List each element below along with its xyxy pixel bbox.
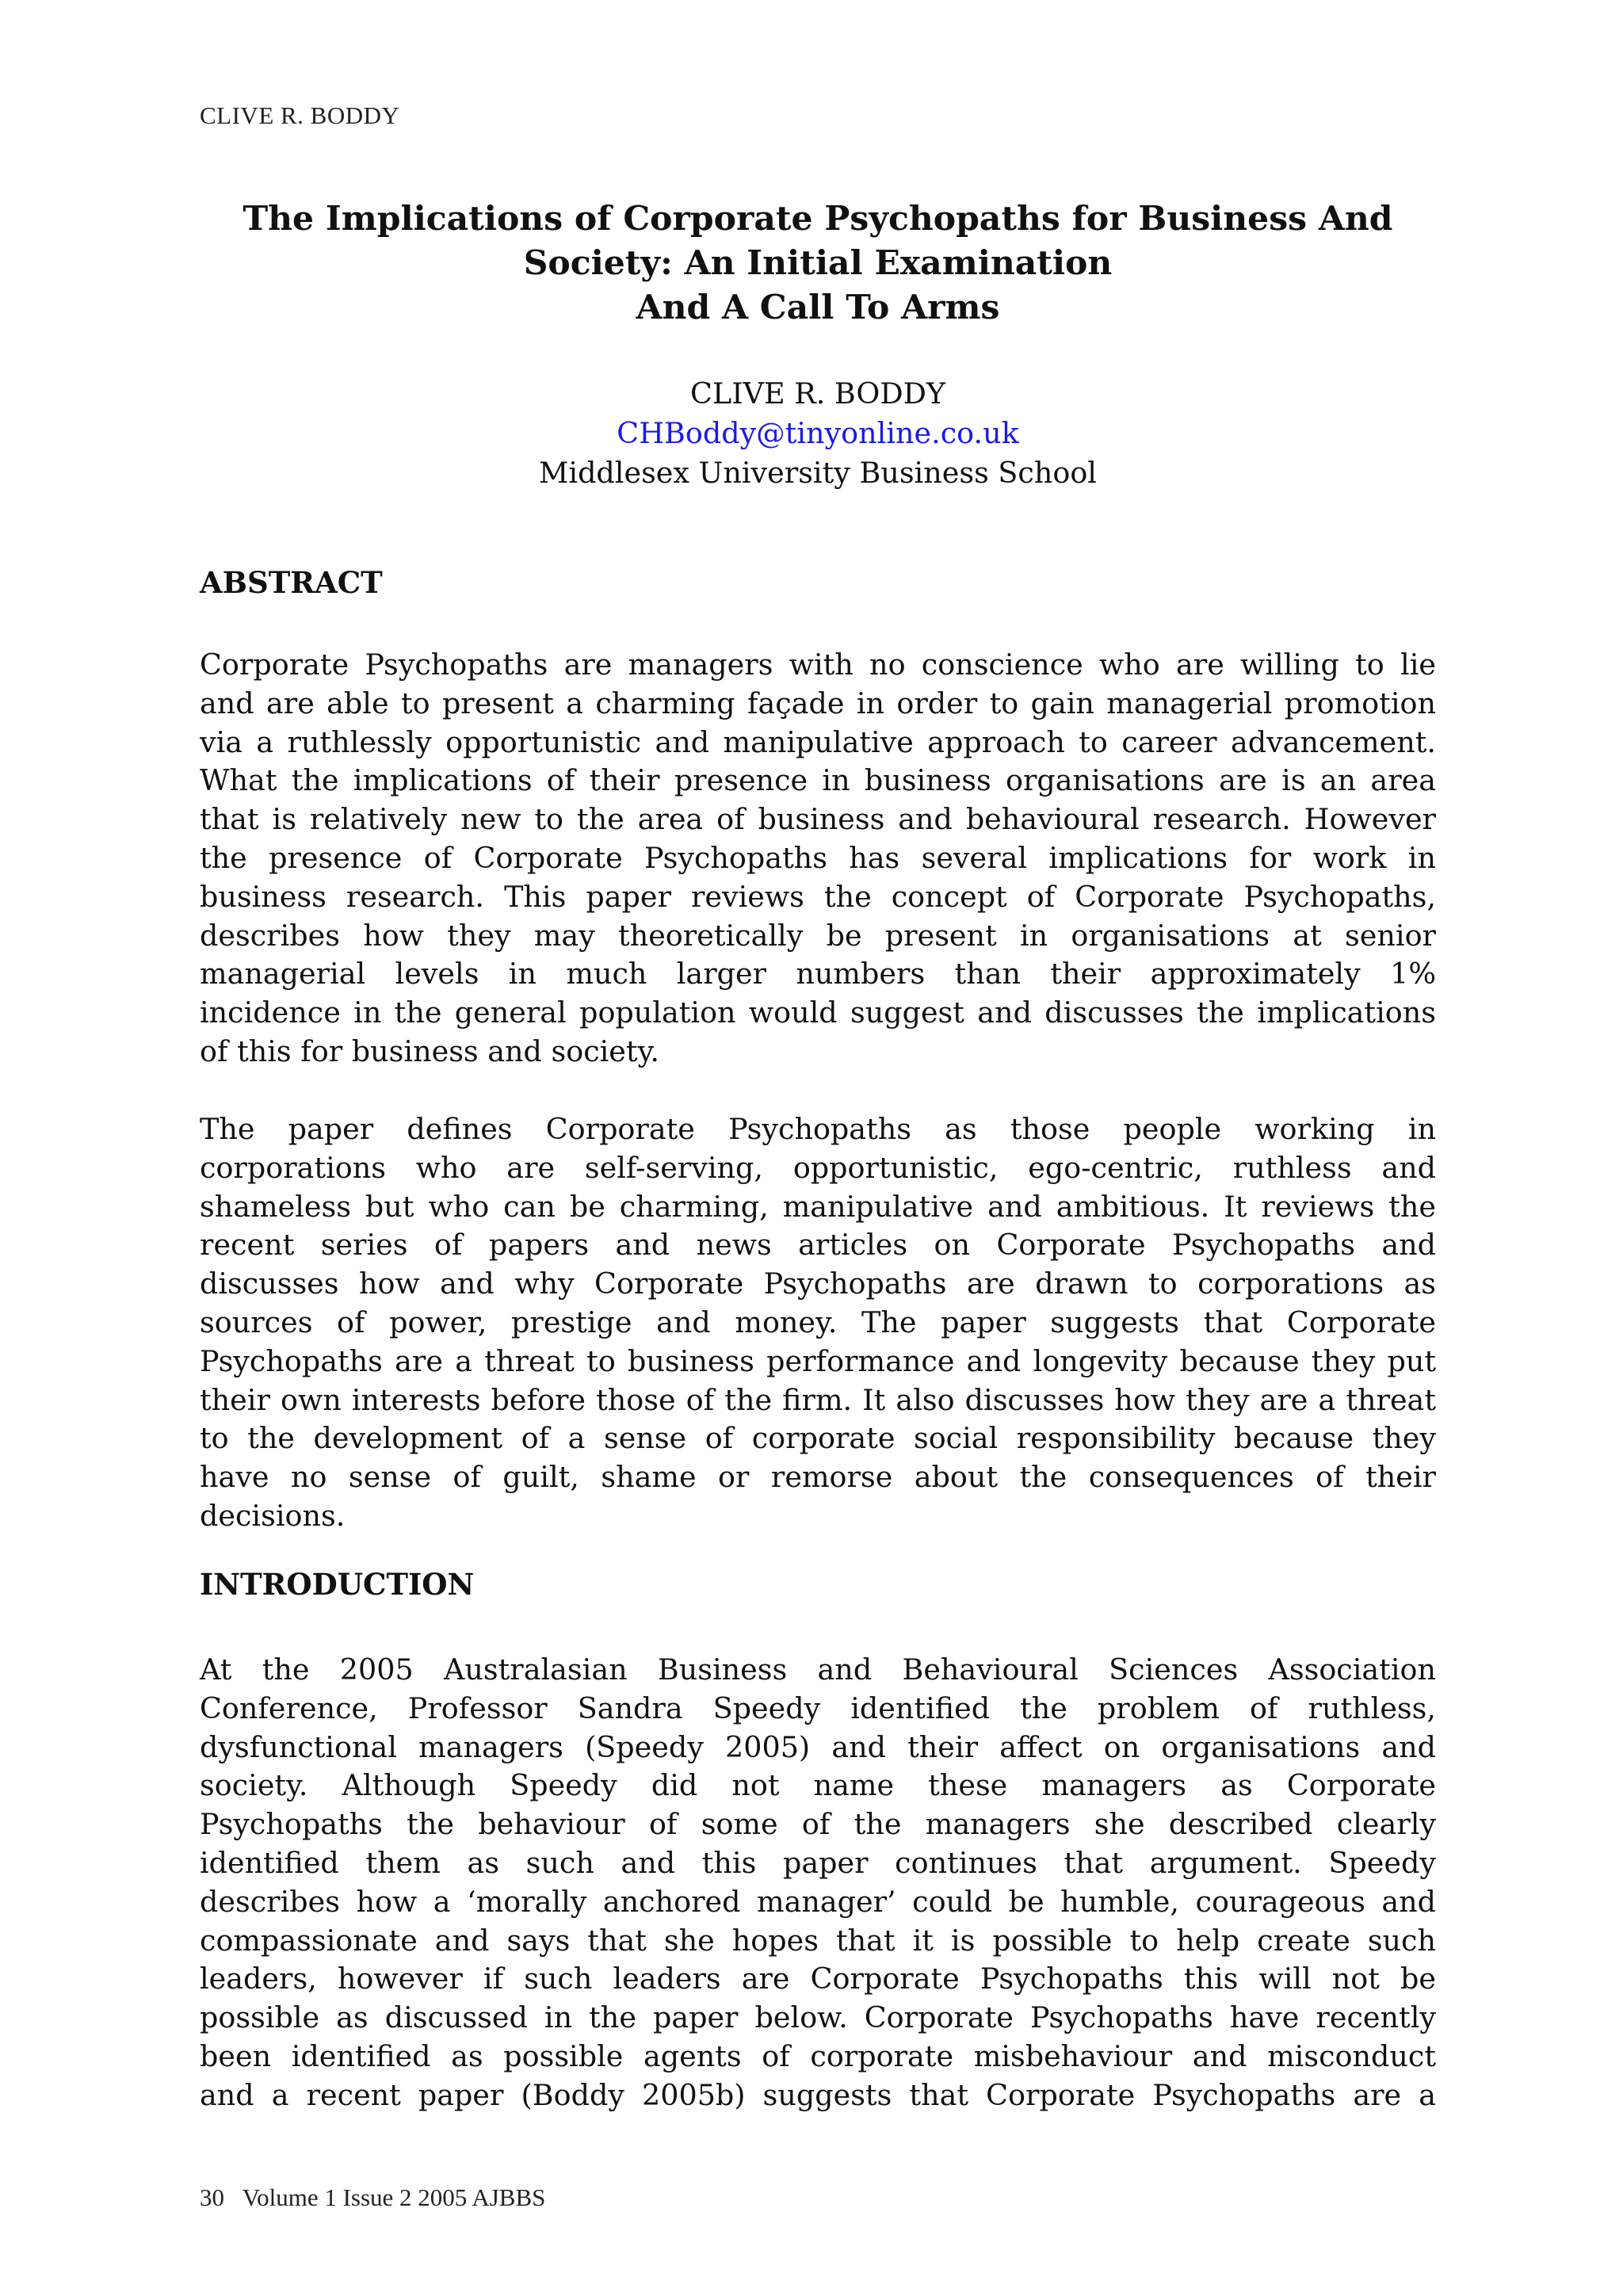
text-line: Conference, Professor Sandra Speedy identified the problem of ruthless, (200, 1690, 1436, 1725)
text-line: discusses how and why Corporate Psychopaths are drawn to corporations as (200, 1266, 1436, 1301)
text-line: their own interests before those of the firm. It also discusses how they are a threat (200, 1382, 1436, 1417)
text-line: describes how they may theoretically be present in organisations at senior (200, 918, 1436, 953)
text-line: leaders, however if such leaders are Corporate Psychopaths this will not be (200, 1962, 1436, 1996)
text-line: shameless but who can be charming, manipulative and ambitious. It reviews the (200, 1189, 1436, 1224)
paper-title (200, 197, 1436, 330)
text-line: managerial levels in much larger numbers than their approximately 1% (200, 957, 1436, 991)
text-line: corporations who are self-serving, opportunistic, ego-centric, ruthless and (200, 1150, 1436, 1185)
text-line: and a recent paper (Boddy 2005b) suggests that Corporate Psychopaths are a (200, 2077, 1436, 2112)
text-line: sources of power, prestige and money. The paper suggests that Corporate (200, 1305, 1436, 1339)
text-line: society. Although Speedy did not name these managers as Corporate (200, 1768, 1436, 1803)
text-line: to the development of a sense of corporate social responsibility because they (200, 1421, 1436, 1456)
text-line: identified them as such and this paper continues that argument. Speedy (200, 1845, 1436, 1880)
title-line-2: Society: An Initial Examination (523, 243, 1113, 283)
text-line: recent series of papers and news articles on Corporate Psychopaths and (200, 1228, 1436, 1263)
text-line: possible as discussed in the paper below. Corporate Psychopaths have recently (200, 2000, 1436, 2035)
title-line-3: And A Call To Arms (636, 288, 1000, 327)
journal-citation: Volume 1 Issue 2 2005 AJBBS (242, 2183, 546, 2211)
text-line: decisions. (200, 1498, 346, 1533)
title-line-1: The Implications of Corporate Psychopaths for Business And (242, 199, 1393, 239)
text-line: of this for business and society. (200, 1033, 659, 1068)
text-line: Psychopaths the behaviour of some of the managers she described clearly (200, 1807, 1436, 1842)
introduction-paragraph-1 (200, 1651, 1436, 2115)
text-line: business research. This paper reviews the concept of Corporate Psychopaths, (200, 879, 1436, 914)
abstract-heading: ABSTRACT (200, 565, 383, 600)
author-name: CLIVE R. BODDY (690, 376, 945, 411)
text-line: Psychopaths are a threat to business performance and longevity because they put (200, 1343, 1436, 1378)
text-line: At the 2005 Australasian Business and Behavioural Sciences Association (200, 1652, 1436, 1687)
running-head: CLIVE R. BODDY (200, 101, 400, 129)
text-line: have no sense of guilt, shame or remorse about the consequences of their (200, 1460, 1436, 1495)
abstract-paragraph-2 (200, 1110, 1436, 1536)
author-affiliation: Middlesex University Business School (539, 456, 1097, 490)
text-line: describes how a ‘morally anchored manager’ could be humble, courageous and (200, 1884, 1436, 1919)
text-line: Corporate Psychopaths are managers with no conscience who are willing to lie (200, 648, 1436, 682)
abstract-paragraph-1 (200, 646, 1436, 1072)
introduction-heading: INTRODUCTION (200, 1567, 475, 1602)
text-line: and are able to present a charming façade in order to gain managerial promotion (200, 686, 1436, 720)
text-line: the presence of Corporate Psychopaths has several implications for work in (200, 840, 1436, 875)
text-line: via a ruthlessly opportunistic and manipulative approach to career advancement. (200, 724, 1436, 759)
text-line: dysfunctional managers (Speedy 2005) and their affect on organisations and (200, 1729, 1436, 1764)
text-line: The paper defines Corporate Psychopaths as those people working in (200, 1112, 1436, 1146)
text-line: incidence in the general population would suggest and discusses the implications (200, 995, 1436, 1030)
author-block (200, 374, 1436, 493)
page-number: 30 (200, 2183, 224, 2211)
author-email-link[interactable]: CHBoddy@tinyonline.co.uk (617, 416, 1019, 450)
text-line: been identified as possible agents of corporate misbehaviour and misconduct (200, 2038, 1436, 2073)
page-footer (200, 2183, 545, 2212)
text-line: that is relatively new to the area of business and behavioural research. However (200, 802, 1436, 837)
text-line: What the implications of their presence in business organisations are is an area (200, 763, 1436, 798)
text-line: compassionate and says that she hopes that it is possible to help create such (200, 1923, 1436, 1958)
